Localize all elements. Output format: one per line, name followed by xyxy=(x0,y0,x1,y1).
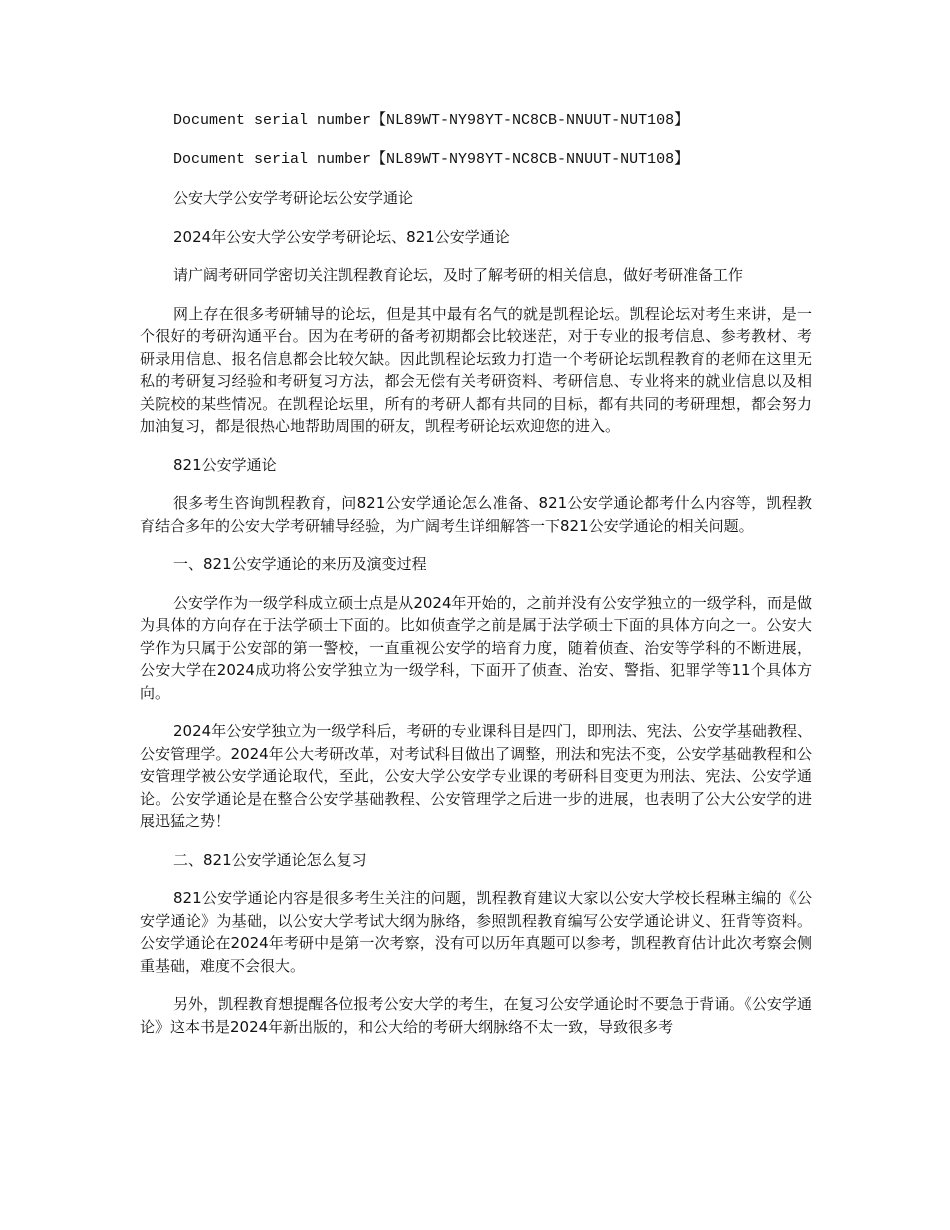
document-title: 公安大学公安学考研论坛公安学通论 xyxy=(173,189,414,207)
section-heading-1: 一、821公安学通论的来历及演变过程 xyxy=(173,555,427,573)
history-paragraph-2: 2024年公安学独立为一级学科后，考研的专业课科目是四门，即刑法、宪法、公安学基础教程、公安管理学。2024年公大考研改革，对考试科目做出了调整，刑法和宪法不变，公安学基础教程和公安管理学被公安学通论取代，至此，公安大学公安学专业课的考研科目变更为刑法、宪法、公安学通论。公安学通论是在整合公安学基础教程、公安管理学之后进一步的进展，也表明了公大公安学的进展迅猛之势！ xyxy=(140,722,812,830)
section-heading-2: 二、821公安学通论怎么复习 xyxy=(173,850,367,869)
consult-paragraph: 很多考生咨询凯程教育，问821公安学通论怎么准备、821公安学通论都考什么内容等，凯程教育结合多年的公安大学考研辅导经验，为广阔考生详细解答一下821公安学通论的相关问题。 xyxy=(140,494,812,535)
review-paragraph-2: 另外，凯程教育想提醒各位报考公安大学的考生，在复习公安学通论时不要急于背诵。《公安学通论》这本书是2024年新出版的，和公大给的考研大纲脉络不太一致，导致很多考 xyxy=(140,995,812,1036)
document-page xyxy=(140,110,812,1054)
review-paragraph-1: 821公安学通论内容是很多考生关注的问题，凯程教育建议大家以公安大学校长程琳主编的《公安学通论》为基础，以公安大学考试大纲为脉络，参照凯程教育编写公安学通论讲义、狂背等资料。公安学通论在2024年考研中是第一次考察，没有可以历年真题可以参考，凯程教育估计此次考察会侧重基础，难度不会很大。 xyxy=(140,889,812,975)
document-subtitle: 2024年公安大学公安学考研论坛、821公安学通论 xyxy=(173,227,510,246)
history-paragraph-1: 公安学作为一级学科成立硕士点是从2024年开始的，之前并没有公安学独立的一级学科，而是做为具体的方向存在于法学硕士下面的。比如侦查学之前是属于法学硕士下面的具体方向之一。公安大学作为只属于公安部的第一警校，一直重视公安学的培育力度，随着侦查、治安等学科的不断进展，公安大学在2024成功将公安学独立为一级学科，下面开了侦查、治安、警指、犯罪学等11个具体方向。 xyxy=(140,593,812,702)
section-label: 821公安学通论 xyxy=(173,455,277,474)
notice-paragraph: 请广阔考研同学密切关注凯程教育论坛，及时了解考研的相关信息，做好考研准备工作 xyxy=(173,266,744,284)
document-serial-line: Document serial number【NL89WT-NY98YT-NC8CB-NNUUT-NUT108】 xyxy=(173,112,690,129)
document-serial-line: Document serial number【NL89WT-NY98YT-NC8CB-NNUUT-NUT108】 xyxy=(173,150,690,168)
intro-paragraph: 网上存在很多考研辅导的论坛，但是其中最有名气的就是凯程论坛。凯程论坛对考生来讲，是一个很好的考研沟通平台。因为在考研的备考初期都会比较迷茫，对于专业的报考信息、参考教材、考研录用信息、报名信息都会比较欠缺。因此凯程论坛致力打造一个考研论坛凯程教育的老师在这里无私的考研复习经验和考研复习方法，都会无偿有关考研资料、考研信息、专业将来的就业信息以及相关院校的某些情况。在凯程论坛里，所有的考研人都有共同的目标，都有共同的考研理想，都会努力加油复习，都是很热心地帮助周围的研友，凯程考研论坛欢迎您的进入。 xyxy=(140,304,812,435)
